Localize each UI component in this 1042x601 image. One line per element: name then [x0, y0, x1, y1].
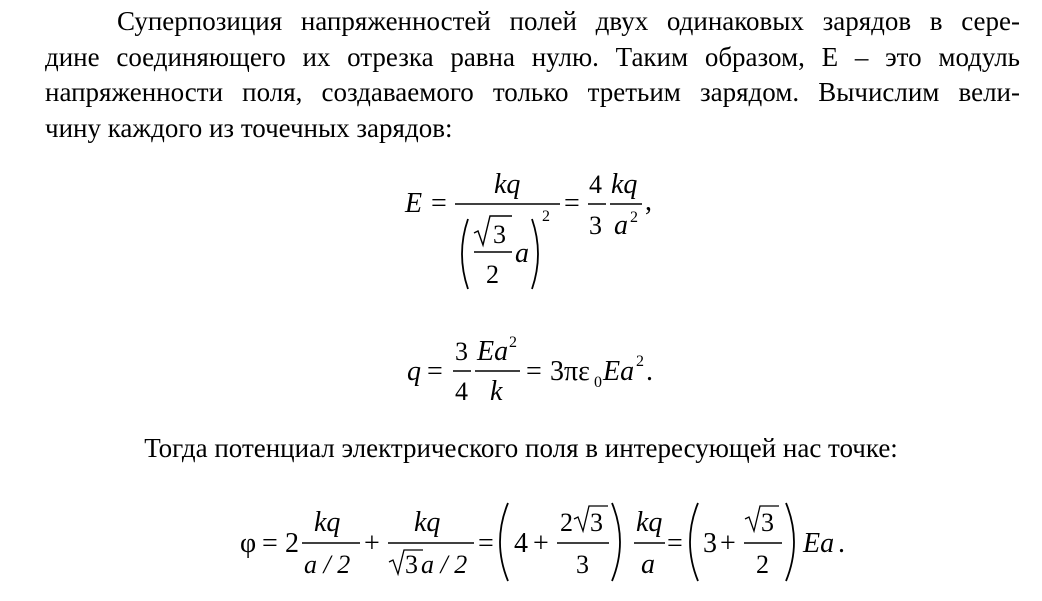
paragraph-1-line: Суперпозиция напряженностей полей двух одинаковых зарядов в сере- — [117, 6, 1020, 36]
formula1-rhs-den-pow: 2 — [630, 209, 638, 226]
formula1-power: 2 — [542, 208, 550, 225]
formula3-eq2: = — [478, 528, 494, 559]
formula1-lhs: E — [405, 188, 423, 219]
formula3-inner-coef: 2 — [560, 508, 573, 537]
formula2-rhs-pow: 2 — [636, 353, 644, 370]
formula2-trail: . — [646, 356, 653, 387]
formula3-lhs: φ — [240, 528, 257, 559]
formula2-coef-den: 4 — [455, 377, 468, 406]
formula1-numerator: kq — [494, 169, 521, 200]
formula1-rhs-den: a — [614, 210, 628, 241]
paragraph-1-line: чину каждого из точечных зарядов: — [45, 112, 453, 143]
formula3-f1-den: a / 2 — [304, 550, 351, 579]
formula3-inner2-den: 2 — [756, 550, 769, 579]
formula3-f2-den-rest: a / 2 — [421, 550, 468, 579]
paragraph-2: Тогда потенциал электрического поля в интересующей нас точке: — [144, 433, 898, 463]
formula3-paren1-left — [500, 503, 508, 581]
formula1-left-paren — [462, 219, 468, 289]
paragraph-1-line: дине соединяющего их отрезка равна нулю. Таким образом, E – это модуль — [45, 41, 1020, 72]
formula2-eps-sub: 0 — [594, 374, 602, 391]
formula3-f1-num: kq — [314, 507, 341, 538]
formula3-two: 2 — [285, 528, 299, 559]
formula2-num: Ea — [477, 336, 509, 367]
formula2-eq2: = — [526, 356, 542, 387]
formula-potential — [0, 495, 1042, 595]
paragraph-1 — [45, 4, 1020, 146]
formula3-a: a — [641, 549, 655, 580]
formula3-paren2-left — [690, 503, 698, 581]
formula3-plus2: + — [533, 528, 549, 559]
formula1-sqrt-arg: 3 — [493, 220, 506, 249]
formula1-coef-den: 3 — [589, 211, 602, 240]
formula3-plus3: + — [720, 528, 736, 559]
formula2-eq: = — [427, 356, 443, 387]
formula3-paren1-right — [612, 503, 620, 581]
formula3-eq3: = — [667, 528, 683, 559]
formula3-four: 4 — [514, 528, 528, 559]
formula1-coef-num: 4 — [589, 170, 602, 199]
formula1-right-paren — [532, 219, 538, 289]
formula1-eq2: = — [564, 188, 580, 219]
formula3-inner-sqrt: 3 — [590, 508, 603, 537]
formula2-den: k — [490, 376, 503, 407]
paragraph-1-line: напряженности поля, создаваемого только третьим зарядом. Вычислим вели- — [45, 77, 1020, 107]
formula1-inner-den: 2 — [486, 260, 499, 289]
formula3-three: 3 — [703, 528, 717, 559]
formula3-trail: . — [838, 528, 845, 559]
formula3-f2-num: kq — [414, 507, 441, 538]
formula-charge — [0, 333, 1042, 407]
formula2-lhs: q — [407, 356, 421, 387]
formula3-inner2-sqrt: 3 — [761, 508, 774, 537]
formula3-inner-den: 3 — [576, 550, 589, 579]
formula2-rhs-Ea: Ea — [603, 356, 635, 387]
formula3-eq: = — [262, 528, 278, 559]
formula2-coef-num: 3 — [455, 337, 468, 366]
formula2-rhs-coef: 3πε — [550, 356, 590, 387]
formula2-num-pow: 2 — [509, 334, 517, 351]
formula3-Ea: Ea — [803, 528, 835, 559]
formula1-rhs-num: kq — [611, 169, 638, 200]
formula-field-strength — [0, 165, 1042, 305]
formula3-plus: + — [364, 528, 380, 559]
formula1-eq: = — [431, 188, 447, 219]
formula3-f2-sqrt: 3 — [405, 550, 418, 579]
formula1-a: a — [515, 238, 529, 269]
formula3-paren2-right — [786, 503, 794, 581]
formula1-trail: , — [645, 186, 652, 217]
formula3-kq: kq — [636, 507, 663, 538]
